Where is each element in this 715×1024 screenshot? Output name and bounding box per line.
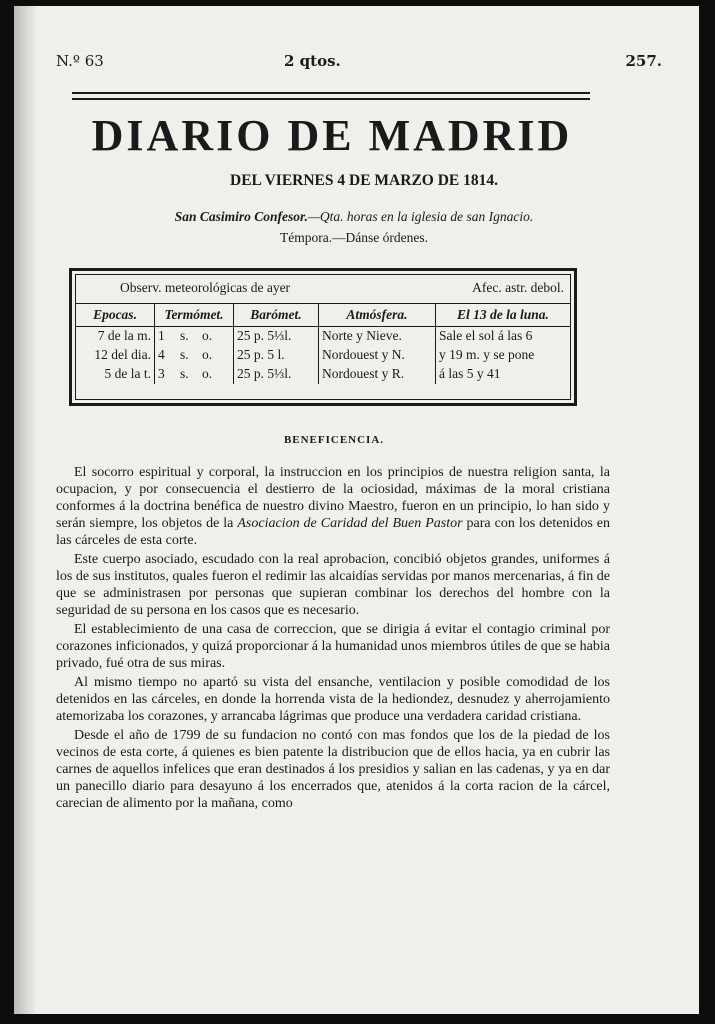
term-suffix: o. — [202, 328, 213, 343]
col-epocas: Epocas. — [76, 304, 155, 327]
luna-cell: á las 5 y 41 — [439, 366, 501, 381]
paragraph-text: para con los detenidos en las cárceles de esta corte. — [56, 516, 611, 548]
weather-title: Observ. meteorológicas de ayer — [120, 280, 291, 295]
weather-header-row — [76, 304, 570, 327]
luna-cell: Sale el sol á las 6 — [439, 328, 533, 343]
col-barometro: Barómet. — [234, 304, 319, 327]
barometro-cell: 25 p. 5⅓l. — [234, 327, 319, 347]
termometro-cell — [155, 365, 234, 384]
temporal-line: Témpora.—Dánse órdenes. — [279, 230, 429, 245]
page-spine — [14, 6, 36, 1014]
paragraph-text: El socorro espiritual y corporal, la instruccion en los principios de nuestra religion santa, la ocupacion, y por consecuencia el destierro de la ociosidad, máximas de la moral cristiana conformes á la doctrina benéfica de nuestro divino Maestro, fueron en un principio, lo han sido y serán siempre, los objetos de la — [56, 465, 610, 531]
atmosfera-cell: Norte y Nieve. — [319, 327, 436, 347]
termometro-cell — [155, 346, 234, 365]
paragraph — [56, 727, 610, 812]
paragraph-italic: Asociacion de Caridad del Buen Pastor — [237, 516, 463, 531]
section-title: BENEFICENCIA. — [283, 434, 385, 446]
issue-number: N.º 63 — [56, 52, 104, 70]
atmosfera-cell: Nordouest y N. — [319, 346, 436, 365]
paragraph — [56, 551, 610, 619]
term-unit: s. — [180, 366, 189, 381]
paragraph-text: El establecimiento de una casa de correccion, que se dirigia á evitar el contagio criminal por corazones inficionados, y quizá proporcionar á la humanidad unos miembros útiles de que se habia privado, fué otra de sus miras. — [56, 622, 610, 671]
article-body — [56, 464, 610, 814]
paragraph-text: Al mismo tiempo no apartó su vista del ensanche, ventilacion y posible comodidad de los detenidos en las cárceles, en donde la horrenda vista de la hediondez, desnudez y aherrojamiento atemorizaba los corazones, y arrancaba lágrimas que produce una verdadera caridad cristiana. — [56, 675, 610, 724]
page-number: 257. — [625, 52, 662, 70]
paragraph — [56, 674, 610, 725]
weather-row — [76, 346, 570, 365]
weather-table — [76, 303, 570, 384]
term-suffix: o. — [202, 347, 213, 362]
newspaper-page — [14, 6, 699, 1014]
saint-name: San Casimiro Confesor. — [174, 209, 308, 224]
luna-cell: y 19 m. y se pone — [439, 347, 535, 362]
term-value: 1 — [158, 328, 165, 343]
atmosfera-cell: Nordouest y R. — [319, 365, 436, 384]
weather-inner — [75, 274, 571, 400]
term-unit: s. — [180, 347, 189, 362]
saint-line — [74, 209, 634, 225]
dateline: DEL VIERNES 4 DE MARZO DE 1814. — [230, 172, 498, 189]
price: 2 qtos. — [284, 52, 341, 70]
epoca-cell: 5 de la t. — [76, 365, 155, 384]
weather-box — [69, 268, 577, 406]
weather-row — [76, 365, 570, 384]
epoca-cell: 7 de la m. — [76, 327, 155, 347]
masthead-title: DIARIO DE MADRID — [91, 111, 573, 160]
barometro-cell: 25 p. 5⅓l. — [234, 365, 319, 384]
term-unit: s. — [180, 328, 189, 343]
paragraph — [56, 464, 610, 549]
term-value: 3 — [158, 366, 165, 381]
col-termometro: Termómet. — [155, 304, 234, 327]
page-header — [44, 52, 670, 72]
term-value: 4 — [158, 347, 165, 362]
col-luna: El 13 de la luna. — [436, 304, 571, 327]
header-rule — [72, 92, 590, 100]
barometro-cell: 25 p. 5 l. — [234, 346, 319, 365]
saint-rest: —Qta. horas en la iglesia de san Ignacio. — [307, 209, 534, 224]
col-atmosfera: Atmósfera. — [319, 304, 436, 327]
paragraph-text: Este cuerpo asociado, escudado con la real aprobacion, concibió objetos grandes, uniformes á los de sus institutos, quales fueron el redimir las alcaidías servidas por manos mercenarias, á fin de que se administrasen por personas que supieran combinar los derechos del hombre con la seguridad de su persona en los casos que es necesario. — [56, 552, 610, 618]
weather-row — [76, 327, 570, 347]
paragraph — [56, 621, 610, 672]
paragraph-text: Desde el año de 1799 de su fundacion no contó con mas fondos que los de la piedad de los vecinos de esta corte, á quienes es bien patente la distribucion que de ellos hacia, ya en cubrir las carnes de aquellos infelices que eran destinados á los presidios y salian en las cadenas, y ya en dar un panecillo diario para desayuno á los encerrados que, atenidos á la corta racion de la cárcel, carecian de alimento por la mañana, como — [56, 728, 610, 811]
termometro-cell — [155, 327, 234, 347]
epoca-cell: 12 del dia. — [76, 346, 155, 365]
term-suffix: o. — [202, 366, 213, 381]
astro-title: Afec. astr. debol. — [472, 280, 564, 295]
